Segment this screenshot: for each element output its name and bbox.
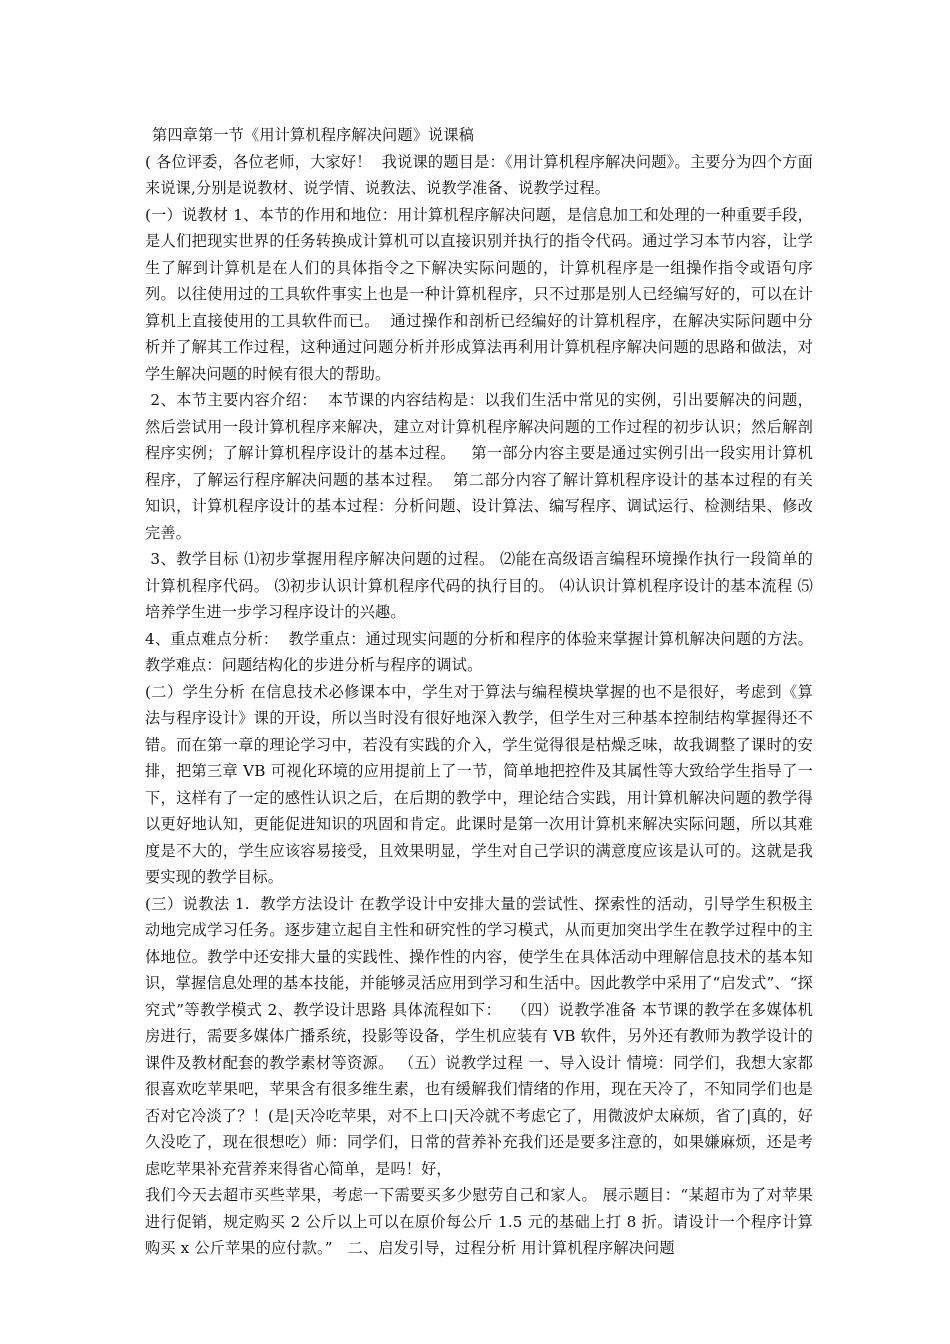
paragraph-student-analysis: (二）学生分析 在信息技术必修课本中，学生对于算法与编程模块掌握的也不是很好，考虑到《算法与程序设计》课的开设，所以当时没有很好地深入教学，但学生对三种基本控制结构掌握得还不错。而在第一章的理论学习中，若没有实践的介入，学生觉得很是枯燥乏味，故我调整了课时的安排，把第三章 VB 可视化环境的应用提前上了一节，简单地把控件及其属性等大致给学生指导了一下，这样有了一定的感性认识之后，在后期的教学中，理论结合实践，用计算机解决问题的教学得以更好地认知，更能促进知识的巩固和肯定。此课时是第一次用计算机来解决实际问题，所以其难度是不大的，学生应该容易接受，且效果明显，学生对自己学识的满意度应该是认可的。这就是我要实现的教学目标。 <box>145 682 813 886</box>
paragraph-textbook: (一）说教材 1、本节的作用和地位：用计算机程序解决问题，是信息加工和处理的一种重要手段，是人们把现实世界的任务转换成计算机可以直接识别并执行的指令代码。通过学习本节内容，让学生了解到计算机是在人们的具体指令之下解决实际问题的，计算机程序是一组操作指令或语句序列。以往使用过的工具软件事实上也是一种计算机程序，只不过那是别人已经编写好的，可以在计算机上直接使用的工具软件而已。 通过操作和剖析已经编好的计算机程序，在解决实际问题中分析并了解其工作过程，这种通过问题分析并形成算法再利用计算机程序解决问题的思路和做法，对学生解决问题的时候有很大的帮助。 <box>145 205 813 383</box>
paragraph-teaching-goals: 3、教学目标 ⑴初步掌握用程序解决问题的过程。 ⑵能在高级语言编程环境操作执行一段简单的计算机程序代码。 ⑶初步认识计算机程序代码的执行目的。 ⑷认识计算机程序设计的基本流程 ⑸培养学生进一步学习程序设计的兴趣。 <box>145 550 813 621</box>
document-title: 第四章第一节《用计算机程序解决问题》说课稿 <box>147 126 475 144</box>
paragraph-key-points: 4、重点难点分析： 教学重点：通过现实问题的分析和程序的体验来掌握计算机解决问题的方法。 教学难点：问题结构化的步进分析与程序的调试。 <box>145 629 818 674</box>
paragraph-problem-statement: 我们今天去超市买些苹果，考虑一下需要买多少慰劳自己和家人。 展示题目：“某超市为了对苹果进行促销，规定购买 2 公斤以上可以在原价每公斤 1.5 元的基础上打 8 折。请设计一个程序计算购买 x 公斤苹果的应付款。” 二、启发引导，过程分析 用计算机程序解决问题 <box>145 1186 813 1257</box>
paragraph-intro: ( 各位评委，各位老师，大家好！ 我说课的题目是：《用计算机程序解决问题》。主要分为四个方面来说课,分别是说教材、说学情、说教法、说教学准备、说教学过程。 <box>145 152 813 197</box>
paragraph-main-content: 2、本节主要内容介绍： 本节课的内容结构是：以我们生活中常见的实例，引出要解决的问题，然后尝试用一段计算机程序来解决，建立对计算机程序解决问题的工作过程的初步认识；然后解剖程序实例；了解计算机程序设计的基本过程。 第一部分内容主要是通过实例引出一段实用计算机程序，了解运行程序解决问题的基本过程。 第二部分内容了解计算机程序设计的基本过程的有关知识，计算机程序设计的基本过程：分析问题、设计算法、编写程序、调试运行、检测结果、修改完善。 <box>145 391 813 542</box>
paragraph-teaching-method: (三）说教法 1. 教学方法设计 在教学设计中安排大量的尝试性、探索性的活动，引导学生积极主动地完成学习任务。逐步建立起自主性和研究性的学习模式，从而更加突出学生在教学过程中的主体地位。教学中还安排大量的实践性、操作性的内容，使学生在具体活动中理解信息技术的基本知识，掌握信息处理的基本技能，并能够灵活应用到学习和生活中。因此教学中采用了“启发式”、“探究式”等教学模式 2、教学设计思路 具体流程如下： （四）说教学准备 本节课的教学在多媒体机房进行，需要多媒体广播系统，投影等设备，学生机应装有 VB 软件，另外还有教师为教学设计的课件及教材配套的教学素材等资源。 （五）说教学过程 一、导入设计 情境：同学们，我想大家都很喜欢吃苹果吧，苹果含有很多维生素，也有缓解我们情绪的作用，现在天冷了，不知同学们也是否对它冷淡了？！(是|天冷吃苹果，对不上口|天冷就不考虑它了，用微波炉太麻烦，省了|真的，好久没吃了，现在很想吃）师：同学们，日常的营养补充我们还是要多注意的，如果嫌麻烦，还是考虑吃苹果补充营养来得省心简单，是吗！好， <box>145 894 813 1178</box>
document-body <box>145 122 818 1262</box>
